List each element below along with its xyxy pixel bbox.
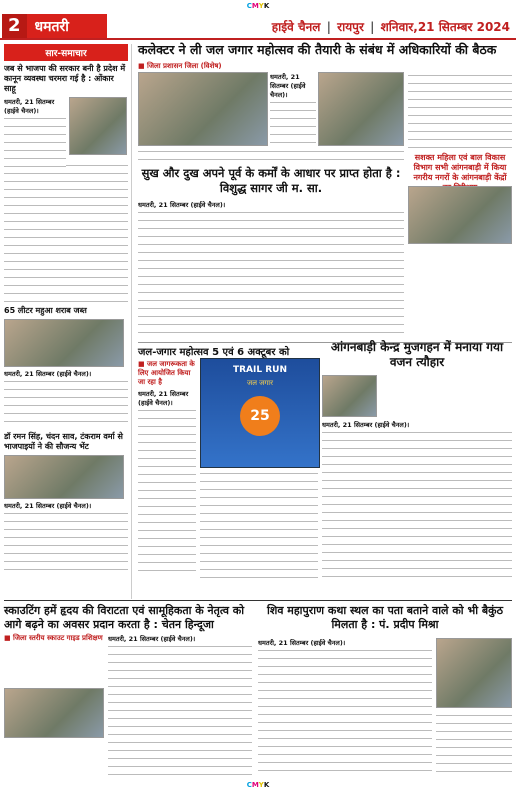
main-meeting-photo-2 — [318, 72, 404, 146]
main-text-column — [270, 72, 316, 152]
poster-title: TRAIL RUN — [232, 365, 288, 375]
section-banner — [2, 14, 107, 38]
cmyk-y: Y — [258, 781, 264, 789]
divider — [4, 600, 512, 601]
masthead-edition — [272, 18, 510, 35]
shiv-portrait-photo — [436, 638, 512, 708]
left-column — [4, 44, 132, 599]
story3-headline: डॉ रमन सिंह, चंदन साव, टंकराम वर्मा से भाजपाइयों ने की सौजन्य भेंट — [4, 432, 123, 451]
issue-date: शनिवार,21 सितम्बर 2024 — [380, 20, 510, 34]
main-byline: ■ जिला प्रशासन जिला (विशेष) — [138, 62, 222, 70]
jal-body — [200, 470, 318, 584]
text-lines — [4, 115, 66, 167]
cmyk-k: K — [263, 2, 270, 10]
aang-lead: धमतरी, 21 सितम्बर (हाईवे चैनल)। — [322, 421, 410, 429]
main-lead: धमतरी, 21 सितम्बर (हाईवे चैनल)। — [270, 73, 306, 99]
poster-badge: 25 — [240, 396, 280, 436]
text-lines — [4, 510, 128, 570]
scouting-headline: स्काउटिंग हमें हृदय की विराटता एवं सामूहिकता के नेतृत्व को आगे बढ़ने का अवसर प्रदान करता है : चेतन हिन्दूजा — [4, 604, 245, 631]
section-tag: सार-समाचार — [4, 44, 128, 61]
story2-photo — [4, 319, 124, 367]
jal-sidebar — [138, 358, 196, 584]
side-headline: सशक्त महिला एवं बाल विकास विभाग सभी आंगनबाड़ी में किया नगरीय नगरों के आंगनबाड़ी केंद्रों — [413, 153, 507, 182]
section-name: धमतरी — [34, 18, 69, 35]
city-name: रायपुर — [337, 20, 364, 34]
cmyk-registration-top — [0, 0, 516, 12]
cmyk-c: C — [246, 2, 252, 10]
cmyk-k: K — [263, 781, 270, 789]
story1-text — [4, 97, 66, 159]
text-lines — [200, 470, 318, 584]
poster-subtitle: जल जगार — [247, 379, 273, 387]
cmyk-c: C — [246, 781, 252, 789]
shiv-body-2 — [436, 712, 512, 778]
jal-subhead: ■ जल जागरूकता के लिए आयोजित किया जा रहा है — [138, 360, 195, 386]
aang-photo — [322, 375, 377, 417]
main-meeting-photo — [138, 72, 268, 146]
masthead-separator: | — [370, 20, 375, 34]
brand-name: हाईवे चैनल — [271, 20, 321, 34]
shiv-headline: शिव महापुराण कथा स्थल का पता बताने वाले को भी बैकुंठ मिलता है : पं. प्रदीप मिश्रा — [266, 604, 504, 631]
text-lines — [4, 162, 128, 302]
trail-run-poster — [200, 358, 320, 468]
cmyk-m: M — [251, 2, 259, 10]
story1-portrait-photo — [69, 97, 127, 155]
jal-lead: धमतरी, 21 सितम्बर (हाईवे चैनल)। — [138, 390, 189, 407]
sukh-body — [138, 200, 404, 340]
text-lines — [322, 429, 512, 579]
story2-headline: 65 लीटर महुआ शराब जब्त — [4, 306, 87, 315]
story1-headline: जब से भाजपा की सरकार बनी है प्रदेश में कानून व्यवस्था चरमरा गई है : ओंकार साहू — [4, 64, 126, 93]
text-lines — [138, 209, 404, 339]
aang-body — [322, 420, 512, 584]
story3-photo — [4, 455, 124, 499]
main-text-strip — [138, 148, 404, 162]
cmyk-registration-bottom — [0, 780, 516, 790]
side-story-photo — [408, 186, 512, 244]
text-lines — [138, 407, 196, 577]
main-text-column-2 — [408, 72, 512, 152]
page-number: 2 — [2, 14, 27, 38]
text-lines — [258, 647, 432, 775]
masthead-separator: | — [326, 20, 331, 34]
story3-lead: धमतरी, 21 सितम्बर (हाईवे चैनल)। — [4, 502, 92, 510]
sukh-headline: सुख और दुख अपने पूर्व के कर्मों के आधार पर प्राप्त होता है : विशुद्ध सागर जी म. सा. — [141, 166, 401, 195]
scouting-lead: धमतरी, 21 सितम्बर (हाईवे चैनल)। — [108, 635, 196, 643]
text-lines — [138, 148, 404, 162]
story1-body — [4, 97, 128, 159]
story1-lead: धमतरी, 21 सितम्बर (हाईवे चैनल)। — [4, 98, 55, 115]
text-lines — [436, 712, 512, 778]
jal-headline: जल-जगार महोत्सव 5 एवं 6 अक्टूबर को — [138, 347, 290, 358]
shiv-lead: धमतरी, 21 सितम्बर (हाईवे चैनल)। — [258, 639, 346, 647]
story2-lead: धमतरी, 21 सितम्बर (हाईवे चैनल)। — [4, 370, 92, 378]
aang-headline: आंगनबाड़ी केन्द्र मुजगहन में मनाया गया वजन त्यौहार — [330, 340, 504, 369]
text-lines — [4, 378, 128, 428]
scouting-subhead: ■ जिला स्तरीय स्काउट गाइड प्रशिक्षण — [4, 634, 103, 642]
sukh-lead: धमतरी, 21 सितम्बर (हाईवे चैनल)। — [138, 201, 226, 209]
masthead — [0, 12, 516, 40]
cmyk-m: M — [251, 781, 259, 789]
scouting-body — [108, 634, 252, 778]
cmyk-y: Y — [258, 2, 264, 10]
text-lines — [408, 72, 512, 152]
scouting-photo — [4, 688, 104, 738]
shiv-body — [258, 638, 432, 778]
text-lines — [108, 643, 252, 775]
main-headline: कलेक्टर ने ली जल जगार महोत्सव की तैयारी के संबंध में अधिकारियों की बैठक — [138, 42, 497, 57]
